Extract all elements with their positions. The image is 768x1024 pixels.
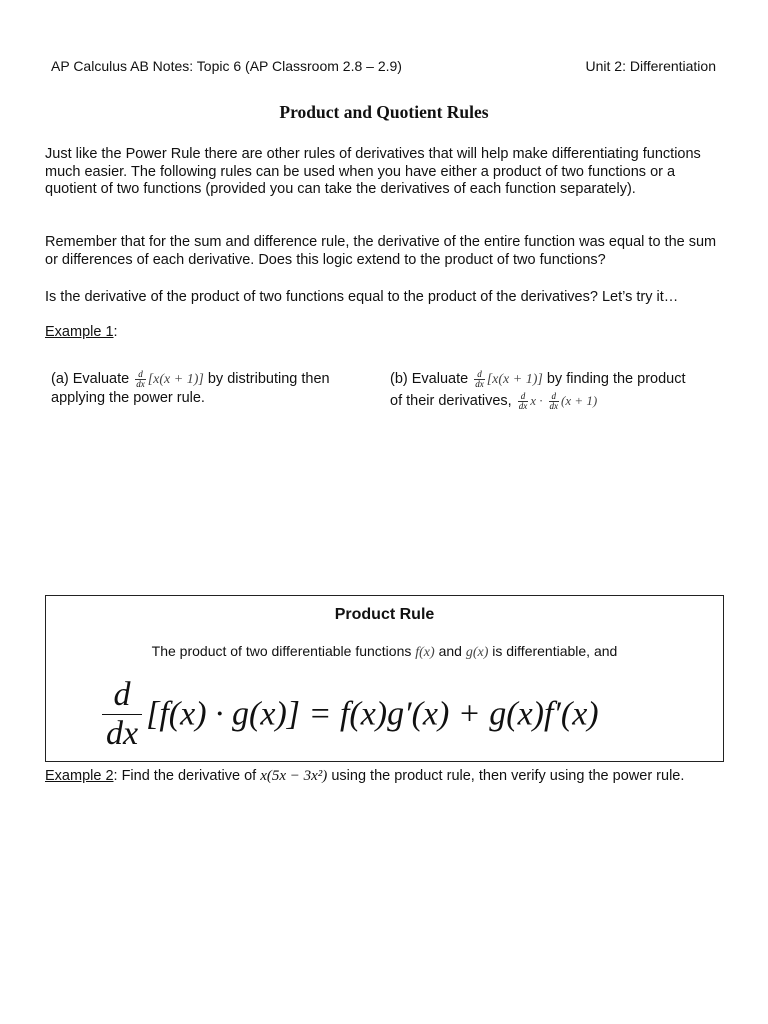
example-1b-line2: of their derivatives, (390, 393, 512, 409)
example-1b (390, 369, 730, 412)
example-2-label: Example 2 (45, 768, 114, 784)
product-rule-title: Product Rule (334, 606, 435, 623)
frac-numerator: d (135, 370, 146, 380)
example-1a-line2: applying the power rule. (51, 390, 205, 406)
product-rule-formula (102, 676, 599, 753)
example-1b-derivative-operator-3 (549, 392, 560, 411)
example-1a-prefix: (a) Evaluate (51, 371, 130, 387)
paragraph-1: Just like the Power Rule there are other rules of derivatives that will help make differentiating functions much easier. The following rules can be used when you have either a product of two functions or a quotient of two functions (provided you can take the derivatives of each function separately). (45, 146, 701, 197)
frac-denominator: dx (475, 378, 484, 389)
product-rule-statement (46, 643, 723, 661)
function-f: f(x) (415, 645, 435, 660)
header-left: AP Calculus AB Notes: Topic 6 (AP Classroom 2.8 – 2.9) (51, 58, 402, 74)
example-1b-expression: [x(x + 1)] (486, 372, 543, 387)
sum-rule-section (45, 234, 725, 269)
frac-denominator: dx (549, 400, 559, 411)
example-2-prefix: : Find the derivative of (113, 768, 257, 784)
frac-denominator: dx (136, 378, 145, 389)
example-2-suffix: using the product rule, then verify using the power rule. (331, 768, 685, 784)
paragraph-3: Is the derivative of the product of two functions equal to the product of the derivatives? Let’s try it… (45, 289, 679, 305)
example-2 (45, 768, 745, 785)
example-1a-derivative-operator (135, 370, 146, 389)
example-1b-derivative-operator (474, 370, 485, 389)
product-rule-box (45, 595, 724, 762)
example-1a-suffix: by distributing then (207, 371, 330, 387)
example-1a-expression: [x(x + 1)] (147, 372, 204, 387)
example-1-heading (45, 324, 118, 340)
paragraph-2: Remember that for the sum and difference rule, the derivative of the entire function was equal to the sum or differences of each derivative. Does this logic extend to the product of two functions? (45, 234, 717, 268)
statement-prefix: The product of two differentiable functions (151, 643, 412, 659)
formula-body: [f(x) · g(x)] = f(x)g′(x) + g(x)f′(x) (146, 695, 599, 733)
frac-numerator: d (474, 370, 485, 380)
frac-numerator: d (518, 392, 529, 402)
statement-suffix: is differentiable, and (492, 643, 618, 659)
example-1b-suffix: by finding the product (546, 371, 686, 387)
function-g: g(x) (465, 645, 489, 660)
example-1-colon: : (113, 324, 118, 340)
example-2-expression: x(5x − 3x²) (260, 768, 328, 784)
intro-section (45, 146, 725, 199)
example-1b-expression-2a: x · (530, 393, 543, 408)
example-1-label: Example 1 (45, 324, 114, 340)
formula-derivative-operator (102, 676, 142, 753)
example-1b-derivative-operator-2 (518, 392, 529, 411)
statement-and: and (438, 643, 462, 659)
header-right: Unit 2: Differentiation (585, 58, 716, 74)
page-title: Product and Quotient Rules (279, 102, 489, 122)
formula-denominator: dx (106, 715, 139, 752)
frac-numerator: d (549, 392, 560, 402)
question-section (45, 289, 735, 307)
frac-denominator: dx (518, 400, 528, 411)
example-1a (51, 369, 371, 407)
formula-numerator: d (102, 676, 142, 715)
example-1b-prefix: (b) Evaluate (390, 371, 469, 387)
example-1b-expression-2b: (x + 1) (561, 393, 598, 408)
